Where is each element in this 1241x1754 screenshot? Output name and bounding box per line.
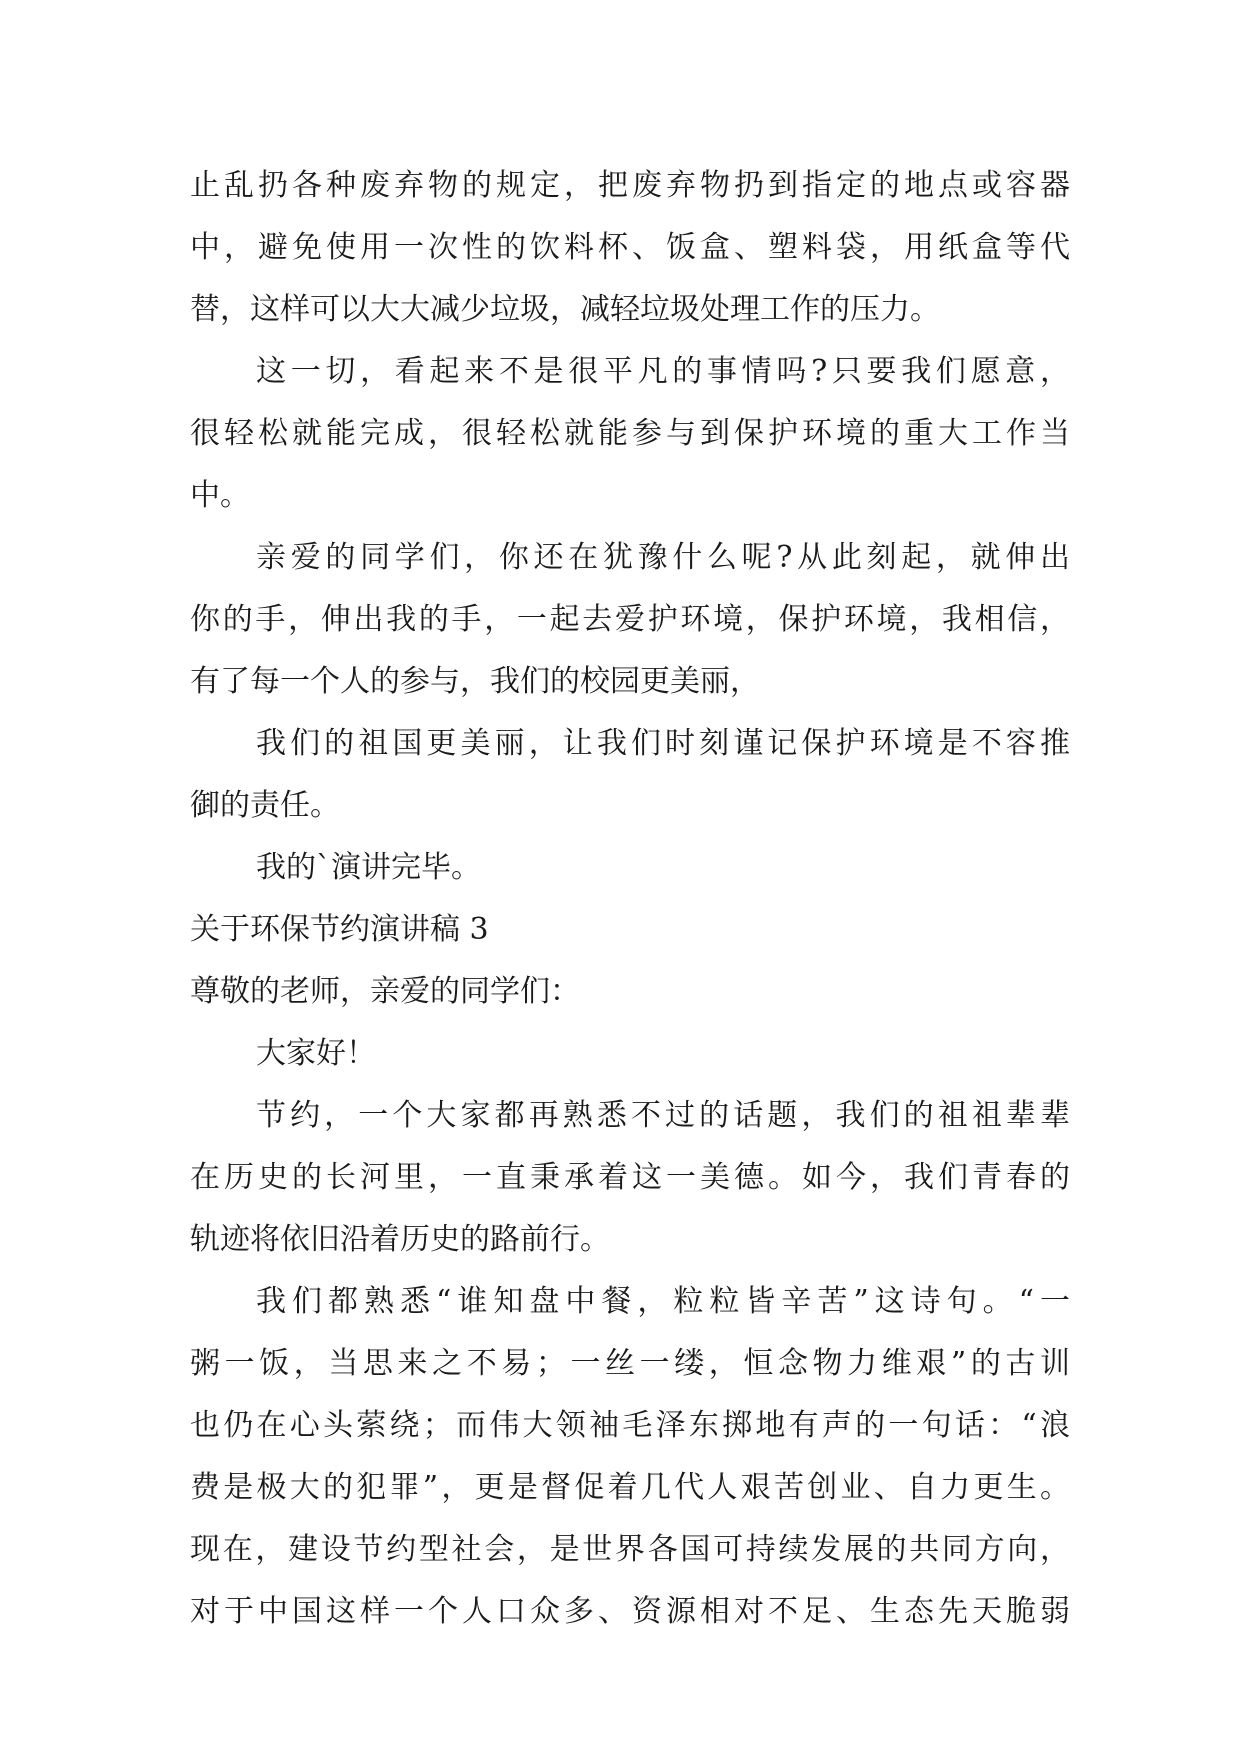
text-line: 费是极大的犯罪”，更是督促着几代人艰苦创业、自力更生。 — [190, 1470, 1070, 1505]
text-line: 现在，建设节约型社会，是世界各国可持续发展的共同方向， — [190, 1532, 1070, 1567]
text-line: 御的责任。 — [190, 788, 340, 823]
text-line: 我的`演讲完毕。 — [256, 850, 481, 885]
text-line: 大家好！ — [256, 1036, 376, 1071]
text-line: 对于中国这样一个人口众多、资源相对不足、生态先天脆弱 — [190, 1594, 1070, 1629]
text-line: 止乱扔各种废弃物的规定，把废弃物扔到指定的地点或容器 — [190, 168, 1070, 203]
document-body — [190, 155, 1070, 1643]
text-line: 很轻松就能完成，很轻松就能参与到保护环境的重大工作当 — [190, 416, 1070, 451]
text-line: 这一切，看起来不是很平凡的事情吗?只要我们愿意， — [256, 354, 1070, 389]
text-line: 也仍在心头萦绕；而伟大领袖毛泽东掷地有声的一句话：“浪 — [190, 1408, 1070, 1443]
text-line: 关于环保节约演讲稿 3 — [190, 912, 489, 947]
text-line: 亲爱的同学们，你还在犹豫什么呢?从此刻起，就伸出 — [256, 540, 1070, 575]
text-line: 在历史的长河里，一直秉承着这一美德。如今，我们青春的 — [190, 1160, 1070, 1195]
text-line: 我们的祖国更美丽，让我们时刻谨记保护环境是不容推 — [256, 726, 1070, 761]
text-line: 粥一饭，当思来之不易；一丝一缕，恒念物力维艰”的古训 — [190, 1346, 1070, 1381]
text-line: 我们都熟悉“谁知盘中餐，粒粒皆辛苦”这诗句。“一 — [256, 1284, 1070, 1319]
text-line: 替，这样可以大大减少垃圾，减轻垃圾处理工作的压力。 — [190, 292, 940, 327]
text-line: 你的手，伸出我的手，一起去爱护环境，保护环境，我相信， — [190, 602, 1070, 637]
text-line: 中，避免使用一次性的饮料杯、饭盒、塑料袋，用纸盒等代 — [190, 230, 1070, 265]
text-line: 有了每一个人的参与，我们的校园更美丽， — [190, 664, 760, 699]
text-line: 轨迹将依旧沿着历史的路前行。 — [190, 1222, 610, 1257]
text-line: 节约，一个大家都再熟悉不过的话题，我们的祖祖辈辈 — [256, 1098, 1070, 1133]
text-line: 中。 — [190, 478, 250, 513]
text-line: 尊敬的老师，亲爱的同学们： — [190, 974, 580, 1009]
